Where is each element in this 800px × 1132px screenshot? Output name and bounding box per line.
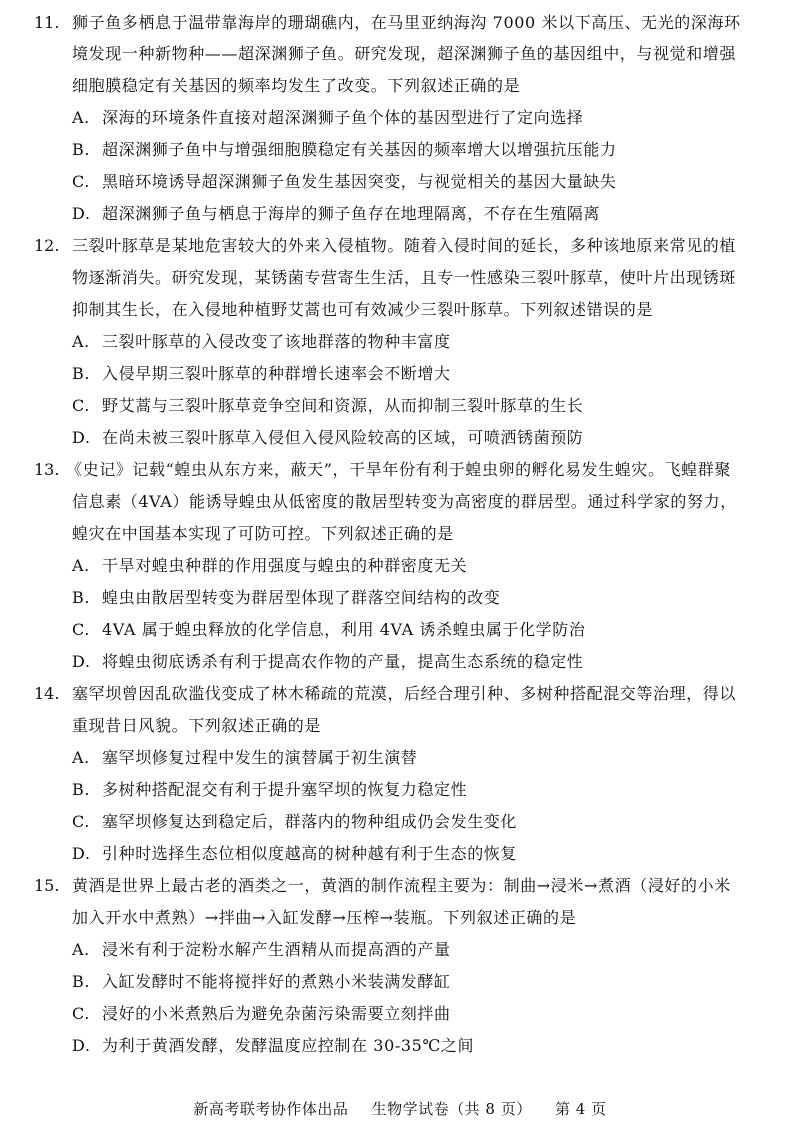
option-text: 多树种搭配混交有利于提升塞罕坝的恢复力稳定性: [102, 780, 468, 799]
option-letter: D.: [72, 204, 91, 223]
option-text: 超深渊狮子鱼中与增强细胞膜稳定有关基因的频率增大以增强抗压能力: [102, 140, 617, 159]
option-text: 浸好的小米煮熟后为避免杂菌污染需要立刻拌曲: [102, 1004, 451, 1023]
option-letter: B.: [72, 364, 91, 383]
option-text: 入缸发酵时不能将搅拌好的煮熟小米装满发酵缸: [102, 972, 451, 991]
option-text: 野艾蒿与三裂叶豚草竞争空间和资源，从而抑制三裂叶豚草的生长: [102, 396, 584, 415]
question-stem-line: 狮子鱼多栖息于温带靠海岸的珊瑚礁内，在马里亚纳海沟 7000 米以下高压、无光的深海环: [72, 13, 741, 32]
option-text: 入侵早期三裂叶豚草的种群增长速率会不断增大: [102, 364, 451, 383]
option-letter: A.: [72, 108, 90, 127]
option-a: [72, 332, 451, 352]
question-stem-line: 细胞膜稳定有关基因的频率均发生了改变。下列叙述正确的是: [72, 76, 521, 95]
question-number: 11.: [34, 13, 60, 32]
question-number: 13.: [34, 460, 60, 479]
option-b: [72, 588, 500, 608]
option-b: [72, 780, 467, 800]
question-stem-line: 《史记》记载“蝗虫从东方来，蔽天”，干旱年份有利于蝗虫卵的孵化易发生蝗灾。飞蝗群聚: [66, 460, 731, 479]
option-text: 塞罕坝修复过程中发生的演替属于初生演替: [102, 748, 418, 767]
question-stem-line: 塞罕坝曾因乱砍滥伐变成了林木稀疏的荒漠，后经合理引种、多树种搭配混交等治理，得以: [72, 684, 737, 703]
option-letter: A.: [72, 556, 90, 575]
option-text: 塞罕坝修复达到稳定后，群落内的物种组成仍会发生变化: [102, 812, 518, 831]
option-c: [72, 1004, 451, 1024]
option-b: [72, 972, 451, 992]
option-text: 将蝗虫彻底诱杀有利于提高农作物的产量，提高生态系统的稳定性: [102, 652, 584, 671]
option-c: [72, 396, 583, 416]
option-text: 蝗虫由散居型转变为群居型体现了群落空间结构的改变: [102, 588, 501, 607]
option-d: [72, 652, 583, 672]
option-letter: B.: [72, 140, 91, 159]
option-text: 超深渊狮子鱼与栖息于海岸的狮子鱼存在地理隔离，不存在生殖隔离: [102, 204, 601, 223]
option-d: [72, 428, 583, 448]
question-number: 15.: [34, 876, 60, 895]
option-c: [72, 812, 517, 832]
option-a: [72, 748, 417, 768]
question-stem-line: 加入开水中煮熟）→拌曲→入缸发酵→压榨→装瓶。下列叙述正确的是: [72, 908, 577, 927]
option-letter: A.: [72, 940, 90, 959]
option-d: [72, 844, 517, 864]
option-letter: D.: [72, 428, 91, 447]
option-letter: A.: [72, 332, 90, 351]
option-b: [72, 140, 617, 160]
option-c: [72, 172, 617, 192]
option-d: [72, 1036, 474, 1056]
option-letter: B.: [72, 588, 91, 607]
option-a: [72, 108, 583, 128]
option-text: 浸米有利于淀粉水解产生酒精从而提高酒的产量: [102, 940, 451, 959]
option-letter: C.: [72, 396, 90, 415]
option-text: 黑暗环境诱导超深渊狮子鱼发生基因突变，与视觉相关的基因大量缺失: [102, 172, 617, 191]
option-letter: D.: [72, 844, 91, 863]
option-text: 深海的环境条件直接对超深渊狮子鱼个体的基因型进行了定向选择: [102, 108, 584, 127]
question-number: 12.: [34, 236, 60, 255]
footer-exam-title: 生物学试卷（共 8 页）: [371, 1100, 532, 1118]
option-text: 干旱对蝗虫种群的作用强度与蝗虫的种群密度无关: [102, 556, 468, 575]
option-letter: C.: [72, 172, 90, 191]
question-stem-line: 抑制其生长，在入侵地种植野艾蒿也可有效减少三裂叶豚草。下列叙述错误的是: [72, 300, 654, 319]
question-stem-line: 物逐渐消失。研究发现，某锈菌专营寄生生活，且专一性感染三裂叶豚草，使叶片出现锈斑: [72, 268, 737, 287]
option-text: 在尚未被三裂叶豚草入侵但入侵风险较高的区域，可喷洒锈菌预防: [102, 428, 584, 447]
option-a: [72, 940, 451, 960]
footer-publisher: 新高考联考协作体出品: [193, 1100, 349, 1118]
option-letter: C.: [72, 1004, 90, 1023]
option-letter: A.: [72, 748, 90, 767]
option-text: 三裂叶豚草的入侵改变了该地群落的物种丰富度: [102, 332, 451, 351]
option-d: [72, 204, 600, 224]
option-b: [72, 364, 451, 384]
option-a: [72, 556, 467, 576]
option-text: 4VA 属于蝗虫释放的化学信息，利用 4VA 诱杀蝗虫属于化学防治: [102, 620, 586, 639]
option-letter: B.: [72, 780, 91, 799]
option-c: [72, 620, 585, 640]
question-stem-line: 重现昔日风貌。下列叙述正确的是: [72, 716, 322, 735]
option-letter: C.: [72, 620, 90, 639]
question-stem-line: 境发现一种新物种——超深渊狮子鱼。研究发现，超深渊狮子鱼的基因组中，与视觉和增强: [72, 44, 737, 63]
option-letter: B.: [72, 972, 91, 991]
footer-page-number: 第 4 页: [555, 1100, 607, 1118]
question-stem-line: 信息素（4VA）能诱导蝗虫从低密度的散居型转变为高密度的群居型。通过科学家的努力，: [72, 492, 737, 511]
option-text: 为利于黄酒发酵，发酵温度应控制在 30-35℃之间: [102, 1036, 475, 1055]
page-footer: [0, 1098, 800, 1119]
option-letter: D.: [72, 652, 91, 671]
question-stem-line: 蝗灾在中国基本实现了可防可控。下列叙述正确的是: [72, 524, 454, 543]
option-letter: C.: [72, 812, 90, 831]
question-stem-line: 黄酒是世界上最古老的酒类之一，黄酒的制作流程主要为：制曲→浸米→煮酒（浸好的小米: [72, 876, 731, 895]
option-text: 引种时选择生态位相似度越高的树种越有利于生态的恢复: [102, 844, 518, 863]
question-stem-line: 三裂叶豚草是某地危害较大的外来入侵植物。随着入侵时间的延长，多种该地原来常见的植: [72, 236, 737, 255]
question-number: 14.: [34, 684, 60, 703]
option-letter: D.: [72, 1036, 91, 1055]
